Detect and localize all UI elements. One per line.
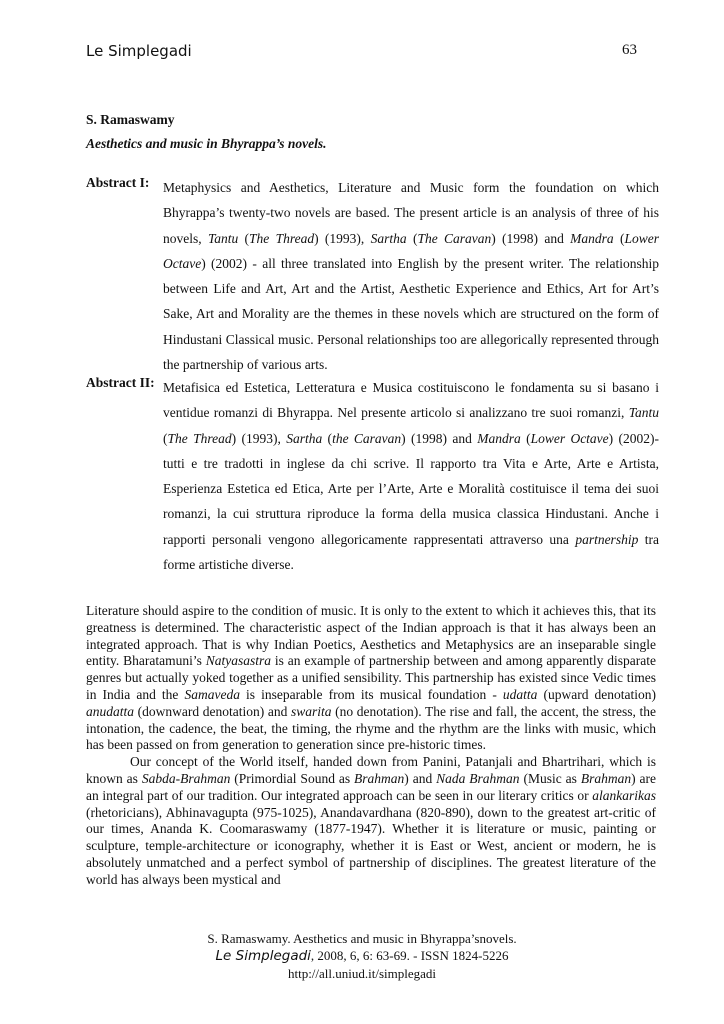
footer-journal-line: [0, 947, 724, 965]
article-author: S. Ramaswamy: [86, 112, 175, 127]
abstract-italian: [86, 375, 659, 577]
abstract-english: [86, 175, 659, 377]
page-footer: [0, 930, 724, 982]
abstract-english-label: Abstract I:: [86, 175, 150, 190]
article-title: Aesthetics and music in Bhyrappa’s novels.: [86, 136, 327, 151]
footer-citation: S. Ramaswamy. Aesthetics and music in Bhyrappa’snovels.: [207, 931, 517, 946]
abstract-italian-text: Metafisica ed Estetica, Letteratura e Musica costituiscono le fondamenta su si basano i ventidue romanzi di Bhyrappa. Nel presente articolo si analizzano tre suoi romanzi, Tantu (The Thread) (1993), Sartha (the Caravan) (1998) and Mandra (Lower Octave) (2002)- tutti e tre tradotti in inglese da chi scrive. Il rapporto tra Vita e Arte, Arte e Artista, Esperienza Estetica ed Etica, Arte per l’Arte, Arte e Moralità costituisce il tema dei suoi romanzi, la cui struttura riproduce la forma della musica classica Hindustani. Anche i rapporti personali vengono allegoricamente rappresentati attraverso una partnership tra forme artistiche diverse.: [163, 380, 660, 573]
body-paragraph-2: Our concept of the World itself, handed down from Panini, Patanjali and Bhartrihari, which is known as Sabda-Brahman (Primordial Sound as Brahman) and Nada Brahman (Music as Brahman) are an integral part of our tradition. Our integrated approach can be seen in our literary critics or alankarikas (rhetoricians), Abhinavagupta (975-1025), Anandavardhana (820-890), down to the greatest art-critic of our times, Ananda K. Coomaraswamy (1877-1947). Whether it is literature or music, painting or sculpture, temple-architecture or iconography, whether it is East or West, ancient or modern, he is absolutely unmatched and a perfect symbol of partnership of disciplines. The greatest literature of the world has always been mystical and: [86, 754, 656, 887]
footer-journal-name: Le Simplegadi: [215, 948, 311, 964]
footer-url: http://all.uniud.it/simplegadi: [287, 966, 437, 981]
abstract-english-text: Metaphysics and Aesthetics, Literature and Music form the foundation on which Bhyrappa’s twenty-two novels are based. The present article is an analysis of three of his novels, Tantu (The Thread) (1993), Sartha (The Caravan) (1998) and Mandra (Lower Octave) (2002) - all three translated into English by the present writer. The relationship between Life and Art, Art and the Artist, Aesthetic Experience and Ethics, Art for Art’s Sake, Art and Morality are the themes in these novels which are structured on the form of Hindustani Classical music. Personal relationships too are allegorically represented through the partnership of various arts.: [163, 180, 659, 373]
article-body: [86, 603, 656, 889]
footer-journal-details: , 2008, 6, 6: 63-69. - ISSN 1824-5226: [310, 948, 509, 963]
abstract-italian-label: Abstract II:: [86, 375, 155, 390]
page-number: 63: [622, 42, 637, 58]
running-head-journal: Le Simplegadi: [86, 42, 192, 60]
body-paragraph-1: Literature should aspire to the condition of music. It is only to the extent to which it achieves this, that its greatness is determined. The characteristic aspect of the Indian approach is that it has always been an integrated approach. That is why Indian Poetics, Aesthetics and Metaphysics are an inseparable single entity. Bharatamuni’s Natyasastra is an example of partnership between and among apparently disparate genres but actually yoked together as a unified sensibility. This partnership has existed since Vedic times in India and the Samaveda is inseparable from its musical foundation - udatta (upward denotation) anudatta (downward denotation) and swarita (no denotation). The rise and fall, the accent, the stress, the intonation, the cadence, the beat, the timing, the rhyme and the rhythm are the links with music, which has been passed on from generation to generation since pre-historic times.: [86, 603, 657, 753]
